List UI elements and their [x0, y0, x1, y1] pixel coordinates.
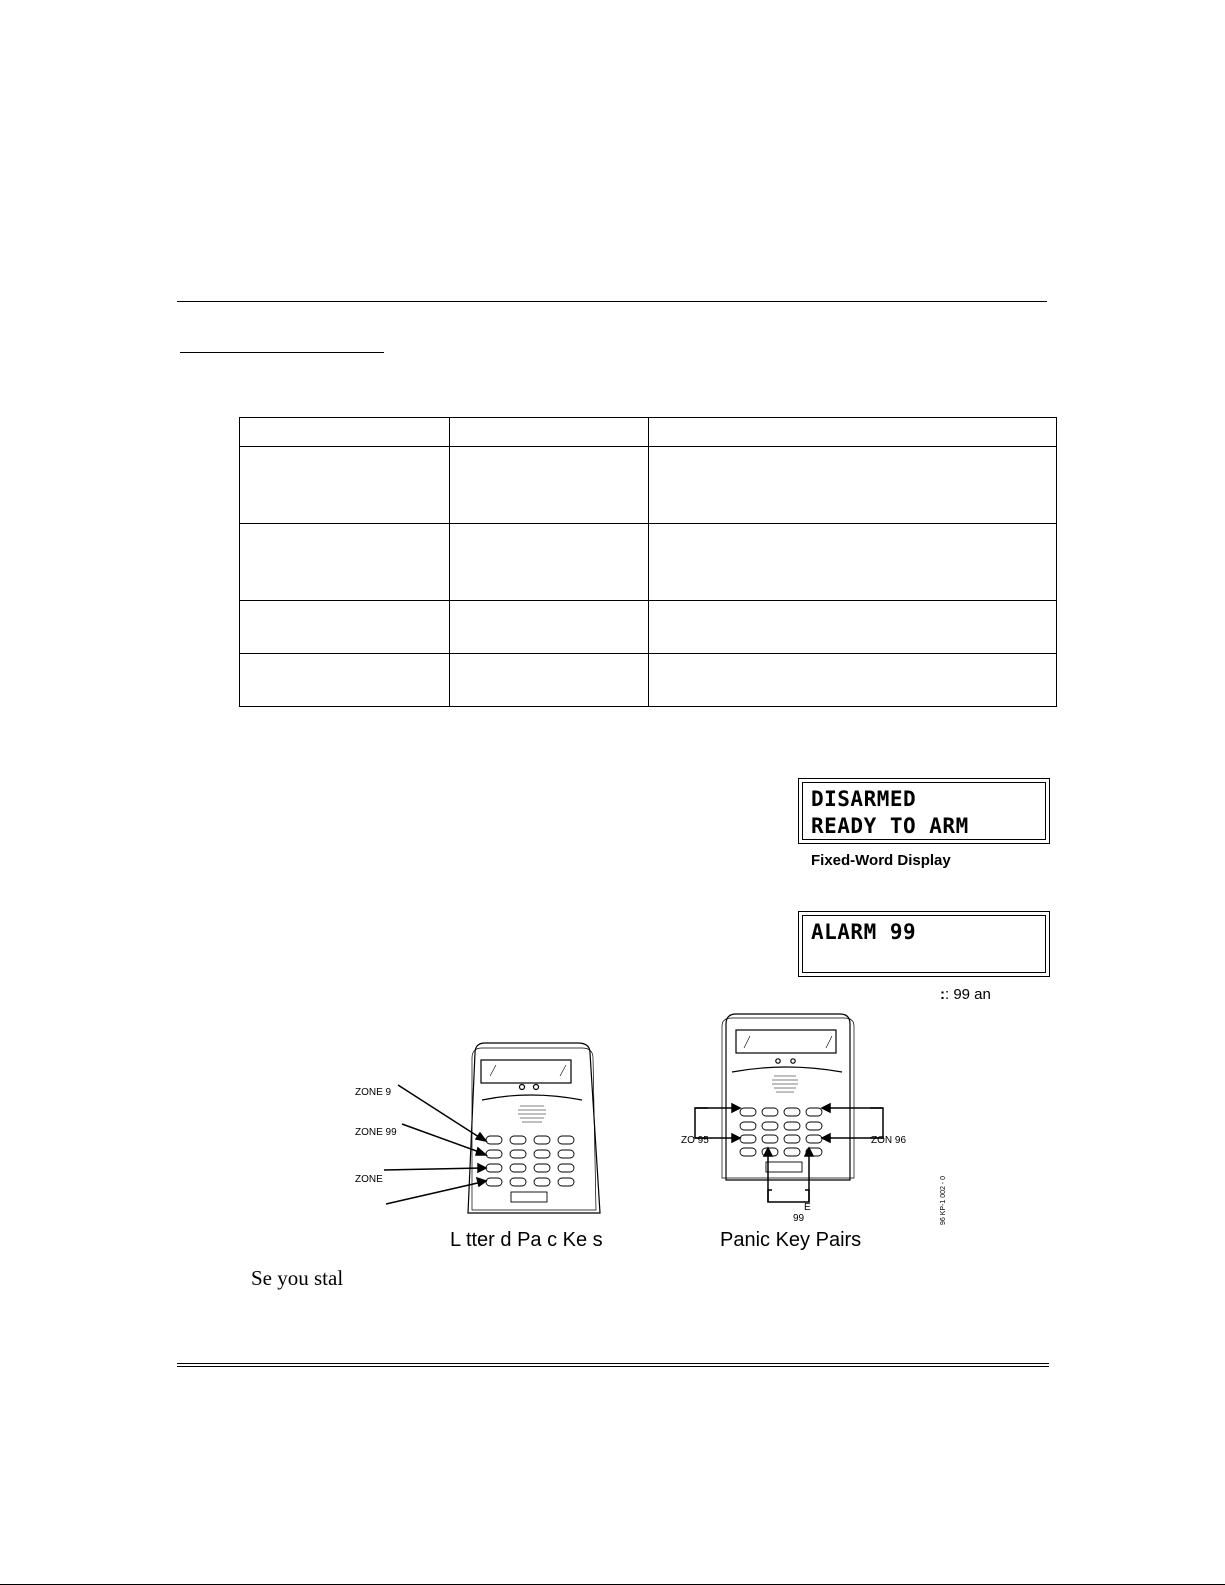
zone-96-label: ZON 96 — [871, 1135, 907, 1146]
fixed-word-display-caption: Fixed-Word Display — [811, 852, 951, 869]
table-cell — [240, 418, 450, 447]
table-cell — [240, 447, 450, 524]
zone-9-label: ZONE 9 — [355, 1087, 392, 1098]
table-cell — [649, 524, 1057, 601]
alarm-display-caption: :: 99 an — [940, 986, 991, 1003]
panic-key-pairs-figure — [680, 1012, 920, 1224]
zone-99-pair-label-top: E — [804, 1202, 811, 1213]
keypad-illustration — [722, 1014, 854, 1180]
table-row — [240, 447, 1057, 524]
table-cell — [240, 524, 450, 601]
table-cell — [450, 447, 649, 524]
table-cell — [649, 654, 1057, 707]
key-function-table — [239, 417, 1057, 707]
display-line-1: ALARM 99 — [811, 920, 917, 944]
table-cell — [240, 601, 450, 654]
display-line-1: DISARMED — [811, 787, 917, 811]
table-cell — [450, 601, 649, 654]
section-heading-underline — [180, 352, 384, 353]
table-row — [240, 654, 1057, 707]
zone-label: ZONE — [355, 1174, 383, 1185]
figure-code: 96 KP-1 002 - 0 — [940, 1175, 947, 1225]
table-cell — [649, 447, 1057, 524]
body-text-fragment: Se you stal — [251, 1266, 344, 1290]
panic-key-pairs-caption: Panic Key Pairs — [720, 1229, 862, 1251]
table-cell — [450, 524, 649, 601]
zone-99-pair-label: 99 — [793, 1213, 805, 1224]
table-cell — [240, 654, 450, 707]
zone-99-label: ZONE 99 — [355, 1127, 397, 1138]
table-cell — [649, 418, 1057, 447]
table-cell — [649, 601, 1057, 654]
alarm-caption-text: : 99 an — [945, 986, 991, 1003]
alarm-display — [798, 911, 1050, 977]
top-rule — [177, 301, 1047, 302]
keypad-illustration — [468, 1043, 600, 1213]
table-cell — [450, 654, 649, 707]
zone-95-label: ZO 95 — [681, 1135, 709, 1146]
bottom-rule — [177, 1363, 1049, 1367]
table-row — [240, 418, 1057, 447]
table-cell — [450, 418, 649, 447]
table-row — [240, 601, 1057, 654]
fixed-word-display — [798, 778, 1050, 844]
lettered-panic-keys-caption: L tter d Pa c Ke s — [450, 1229, 603, 1251]
table-row — [240, 524, 1057, 601]
display-line-2: READY TO ARM — [811, 814, 969, 838]
